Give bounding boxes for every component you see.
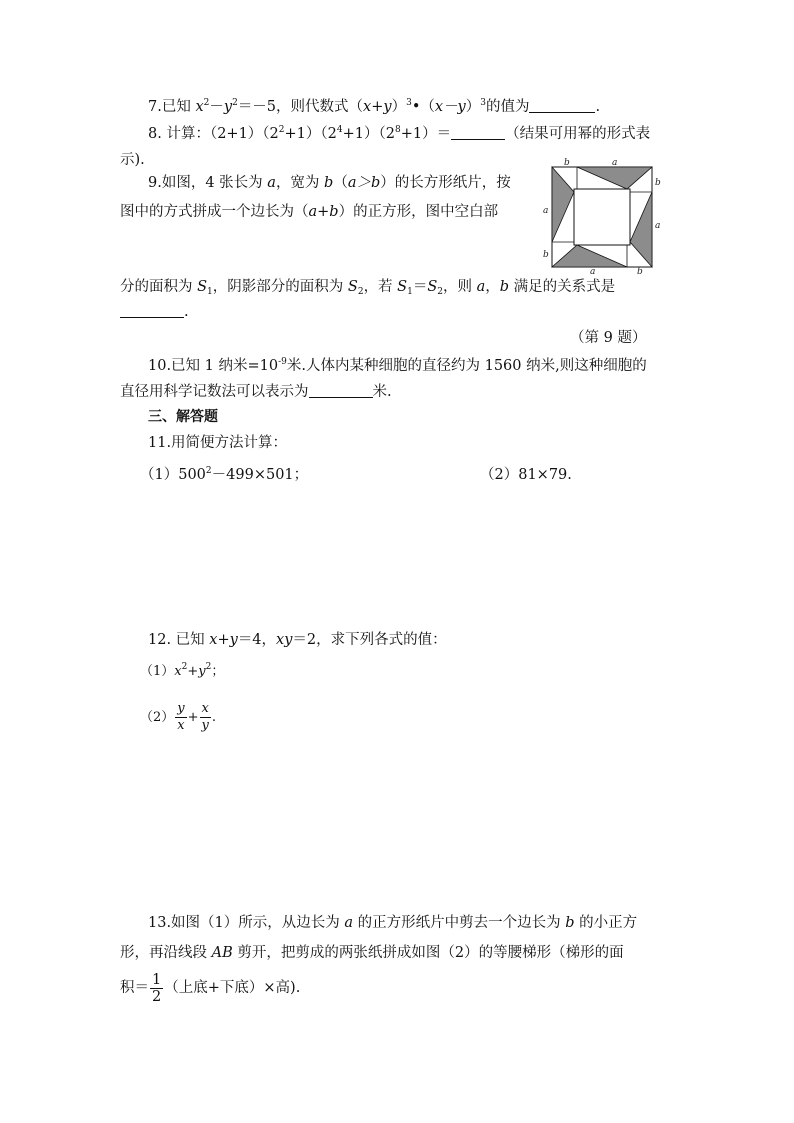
answer-blank-8[interactable] (451, 126, 505, 140)
answer-blank-10[interactable] (309, 384, 373, 398)
question-13-line3: 积＝ $\frac{1}{2}$ （上底+下底）×高). (120, 971, 301, 1005)
question-11-part1: $(1)500^2-499\times 501$； (140, 466, 309, 483)
question-9-line4: . (120, 302, 189, 322)
question-7: 7.已知 $x^2-y^2=-5$，则代数式$(x+y)^3•(x-y)^3$的值为 . (148, 98, 601, 115)
question-10-line2: 直径用科学记数法可以表示为 米. (120, 384, 392, 400)
question-13-line1: 13.如图（1）所示，从边长为 a 的正方形纸片中剪去一个边长为 b 的小正方 (148, 915, 638, 931)
figure-9-square-diagram (540, 158, 662, 274)
figure-9-caption: （第 9 题） (570, 330, 647, 346)
question-9-line3: 分的面积为 $S_1$，阴影部分的面积为 $S_2$，若 $S_1=S_2$，则 a，b 满足的关系式是 (120, 279, 616, 297)
fraction-y-over-x: $\frac{y}{x}$ (177, 701, 185, 733)
label-a-right: a (655, 221, 661, 231)
section-heading-3: 三、解答题 (148, 409, 218, 425)
inner-square (574, 189, 630, 245)
question-11-title: 11.用简便方法计算： (148, 435, 288, 451)
question-9-line1: 9.如图，4 张长为 a，宽为 b（a＞b）的长方形纸片，按 (148, 175, 511, 191)
question-8-line2: 示). (120, 152, 145, 168)
label-b-top: b (564, 158, 570, 168)
question-8: 8. 计算：$(2+1)(2^2+1)(2^4+1)(2^8+1)=$ （结果可用幂的形式表 (148, 125, 651, 142)
question-11-part2: （2）81×79. (480, 467, 572, 483)
question-9-line2: 图中的方式拼成一个边长为（a+b）的正方形，图中空白部 (120, 204, 499, 220)
question-12-part1: $(1)x^2+y^2$； (140, 662, 225, 679)
question-13-line2: 形，再沿线段 AB 剪开，把剪成的两张纸拼成如图（2）的等腰梯形（梯形的面 (120, 945, 624, 961)
label-b-bottom: b (637, 267, 643, 274)
label-a-bottom: a (590, 267, 596, 274)
fraction-one-half: $\frac{1}{2}$ (152, 971, 162, 1005)
fraction-x-over-y: $\frac{x}{y}$ (201, 701, 209, 733)
label-a-left: a (543, 206, 549, 216)
question-12-title: 12. 已知 x+y＝4，xy＝2，求下列各式的值： (148, 632, 447, 648)
label-b-left: b (543, 250, 549, 260)
question-10-line1: 10.已知 1 纳米$=10^{-9}$米.人体内某种细胞的直径约为 1560 纳米,则这种细胞的 (148, 357, 647, 374)
label-b-right: b (655, 178, 661, 188)
label-a-top: a (612, 158, 618, 168)
question-12-part2: （2） $\frac{y}{x}$ + $\frac{x}{y}$ . (140, 701, 217, 733)
answer-blank-7[interactable] (529, 99, 595, 113)
answer-blank-9[interactable] (120, 304, 184, 318)
